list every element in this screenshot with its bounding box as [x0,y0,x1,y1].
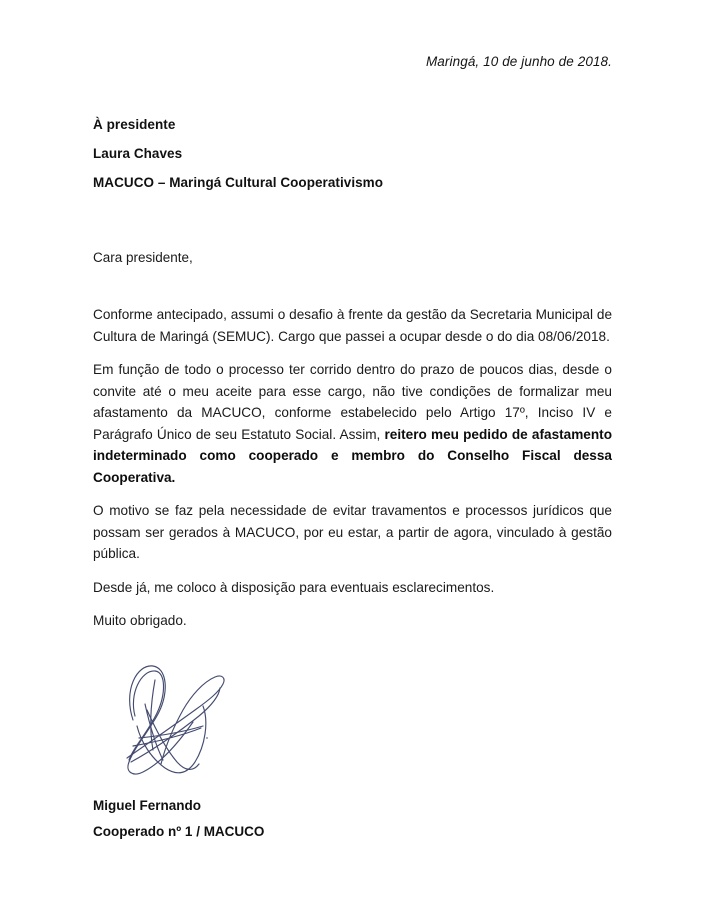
signature-scribble-icon [103,650,243,785]
paragraph-4: Desde já, me coloco à disposição para eventuais esclarecimentos. [93,579,495,595]
paragraph-2-emphasis: reitero meu pedido de afastamento indeterminado como cooperado e membro do Conselho Fiscal dessa Cooperativa. [93,426,612,485]
signature-dot [206,737,208,739]
paragraph-3: O motivo se faz pela necessidade de evitar travamentos e processos jurídicos que possam ser gerados à MACUCO, por eu estar, a partir de agora, vinculado à gestão pública. [93,503,612,561]
addressee-organization: MACUCO – Maringá Cultural Cooperativismo [93,175,384,190]
signature-image [103,650,243,785]
signer-name: Miguel Fernando [93,798,201,813]
date-line: Maringá, 10 de junho de 2018. [425,54,612,69]
signer-block [93,793,612,845]
salutation: Cara presidente, [93,250,193,265]
addressee-name: Laura Chaves [93,146,183,161]
paragraph-2-text: Em função de todo o processo ter corrido dentro do prazo de poucos dias, desde o convite até o meu aceite para esse cargo, não tive condições de formalizar meu afastamento da MACUCO, conforme estabelecido pelo Artigo 17º, Inciso IV e Parágrafo Único de seu Estatuto Social. Assim, [93,362,612,442]
paragraph-5: Muito obrigado. [93,613,187,628]
letter-body [93,304,612,632]
signer-role: Cooperado nº 1 / MACUCO [93,824,265,839]
addressee-block [93,110,612,197]
addressee-title: À presidente [93,117,176,132]
paragraph-1: Conforme antecipado, assumi o desafio à frente da gestão da Secretaria Municipal de Cultura de Maringá (SEMUC). Cargo que passei a ocupar desde o do dia 08/06/2018. [93,307,612,344]
paragraph-2 [93,359,612,488]
